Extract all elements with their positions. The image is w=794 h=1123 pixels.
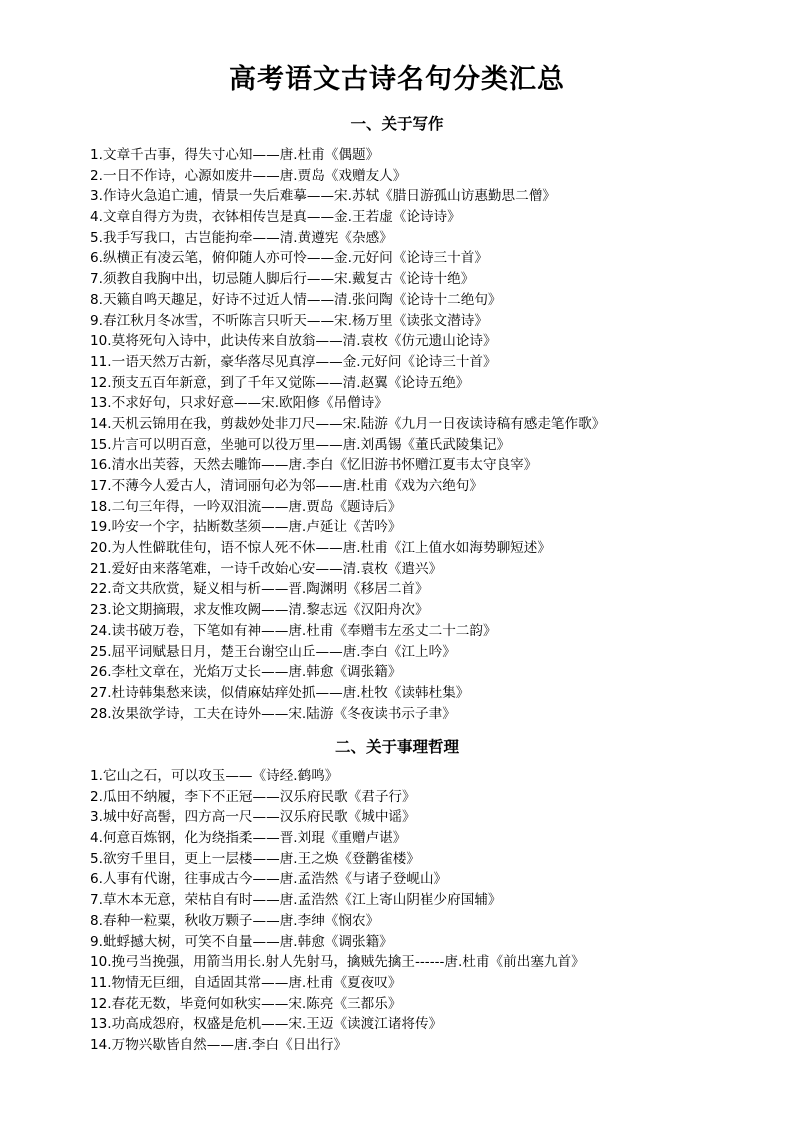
- quote-line: 1.它山之石，可以攻玉——《诗经.鹤鸣》: [90, 768, 339, 784]
- quote-line: 5.欲穷千里目，更上一层楼——唐.王之焕《登鹳雀楼》: [90, 850, 420, 867]
- quote-line: 20.为人性僻耽佳句，语不惊人死不休——唐.杜甫《江上值水如海势聊短述》: [90, 540, 551, 557]
- quote-line: 12.春花无数，毕竟何如秋实——宋.陈亮《三都乐》: [90, 995, 402, 1012]
- quote-line: 1.文章千古事，得失寸心知——唐.杜甫《偶题》: [90, 147, 380, 163]
- quote-line: 9.春江秋月冬冰雪，不听陈言只听天——宋.杨万里《读张文潜诗》: [90, 312, 488, 329]
- section-heading-writing: 一、关于写作: [350, 115, 444, 133]
- quote-line: 28.汝果欲学诗，工夫在诗外——宋.陆游《冬夜读书示子聿》: [90, 705, 456, 722]
- quote-line: 8.天籁自鸣天趣足，好诗不过近人情——清.张问陶《论诗十二绝句》: [90, 291, 502, 308]
- quote-list-writing: [90, 145, 770, 724]
- quote-line: 22.奇文共欣赏，疑义相与析——晋.陶渊明《移居二首》: [90, 581, 429, 598]
- quote-line: 9.蚍蜉撼大树，可笑不自量——唐.韩愈《调张籍》: [90, 933, 393, 950]
- quote-line: 10.莫将死句入诗中，此诀传来自放翁——清.袁枚《仿元遗山论诗》: [90, 333, 497, 350]
- quote-line: 6.人事有代谢，往事成古今——唐.孟浩然《与诸子登岘山》: [90, 871, 448, 888]
- quote-line: 14.万物兴歇皆自然——唐.李白《日出行》: [90, 1036, 348, 1053]
- quote-line: 16.清水出芙蓉，天然去雕饰——唐.李白《忆旧游书怀赠江夏韦太守良宰》: [90, 457, 538, 474]
- quote-line: 4.文章自得方为贵，衣钵相传岂是真——金.王若虚《论诗诗》: [90, 209, 461, 226]
- quote-line: 18.二句三年得，一吟双泪流——唐.贾岛《题诗后》: [90, 498, 402, 515]
- quote-line: 24.读书破万卷，下笔如有神——唐.杜甫《奉赠韦左丞丈二十二韵》: [90, 622, 497, 639]
- quote-line: 26.李杜文章在，光焰万丈长——唐.韩愈《调张籍》: [90, 664, 402, 681]
- quote-line: 3.作诗火急追亡逋，情景一失后难摹——宋.苏轼《腊日游孤山访惠勤思二僧》: [90, 188, 556, 205]
- quote-line: 17.不薄今人爱古人，清词丽句必为邻——唐.杜甫《戏为六绝句》: [90, 478, 483, 494]
- quote-line: 6.纵横正有凌云笔，俯仰随人亦可怜——金.元好问《论诗三十首》: [90, 250, 488, 267]
- quote-line: 2.一日不作诗，心源如废井——唐.贾岛《戏赠友人》: [90, 167, 407, 184]
- quote-line: 11.一语天然万古新，豪华落尽见真淳——金.元好问《论诗三十首》: [90, 353, 497, 370]
- quote-line: 8.春种一粒粟，秋收万颗子——唐.李绅《悯农》: [90, 912, 380, 929]
- quote-line: 25.屈平词赋悬日月，楚王台谢空山丘——唐.李白《江上吟》: [90, 643, 456, 660]
- quote-line: 23.论文期摘瑕，求友惟攻阙——清.黎志远《汉阳舟次》: [90, 602, 429, 619]
- quote-line: 11.物情无巨细，自适固其常——唐.杜甫《夏夜叹》: [90, 974, 402, 991]
- quote-line: 14.天机云锦用在我，剪裁妙处非刀尺——宋.陆游《九月一日夜读诗稿有感走笔作歌》: [90, 415, 606, 432]
- quote-line: 13.不求好句，只求好意——宋.欧阳修《吊僧诗》: [90, 395, 388, 412]
- quote-line: 7.草木本无意，荣枯自有时——唐.孟浩然《江上寄山阴崔少府国辅》: [90, 892, 502, 909]
- quote-line: 19.吟安一个字，拈断数茎须——唐.卢延让《苦吟》: [90, 519, 402, 536]
- quote-line: 27.杜诗韩集愁来读，似倩麻姑痒处抓——唐.杜牧《读韩杜集》: [90, 684, 470, 701]
- section-heading-philosophy: 二、关于事理哲理: [334, 738, 459, 756]
- quote-line: 7.须教自我胸中出，切忌随人脚后行——宋.戴复古《论诗十绝》: [90, 271, 475, 288]
- quote-line: 5.我手写我口，古岂能拘牵——清.黄遵宪《杂感》: [90, 229, 393, 246]
- quote-line: 12.预支五百年新意，到了千年又觉陈——清.赵翼《论诗五绝》: [90, 374, 470, 391]
- quote-line: 21.爱好由来落笔难，一诗千改始心安——清.袁枚《遣兴》: [90, 560, 443, 577]
- quote-line: 2.瓜田不纳履，李下不正冠——汉乐府民歌《君子行》: [90, 788, 416, 805]
- document-title: 高考语文古诗名句分类汇总: [229, 64, 565, 95]
- quote-line: 4.何意百炼钢，化为绕指柔——晋.刘琨《重赠卢谌》: [90, 830, 407, 847]
- quote-line: 13.功高成怨府，权盛是危机——宋.王迈《读渡江诸将传》: [90, 1016, 443, 1033]
- quote-line: 10.挽弓当挽强，用箭当用长.射人先射马，擒贼先擒王------唐.杜甫《前出塞九首》: [90, 954, 585, 971]
- quote-list-philosophy: [90, 766, 770, 1056]
- quote-line: 3.城中好高髻，四方高一尺——汉乐府民歌《城中谣》: [90, 809, 416, 826]
- quote-line: 15.片言可以明百意，坐驰可以役万里——唐.刘禹锡《董氏武陵集记》: [90, 436, 511, 453]
